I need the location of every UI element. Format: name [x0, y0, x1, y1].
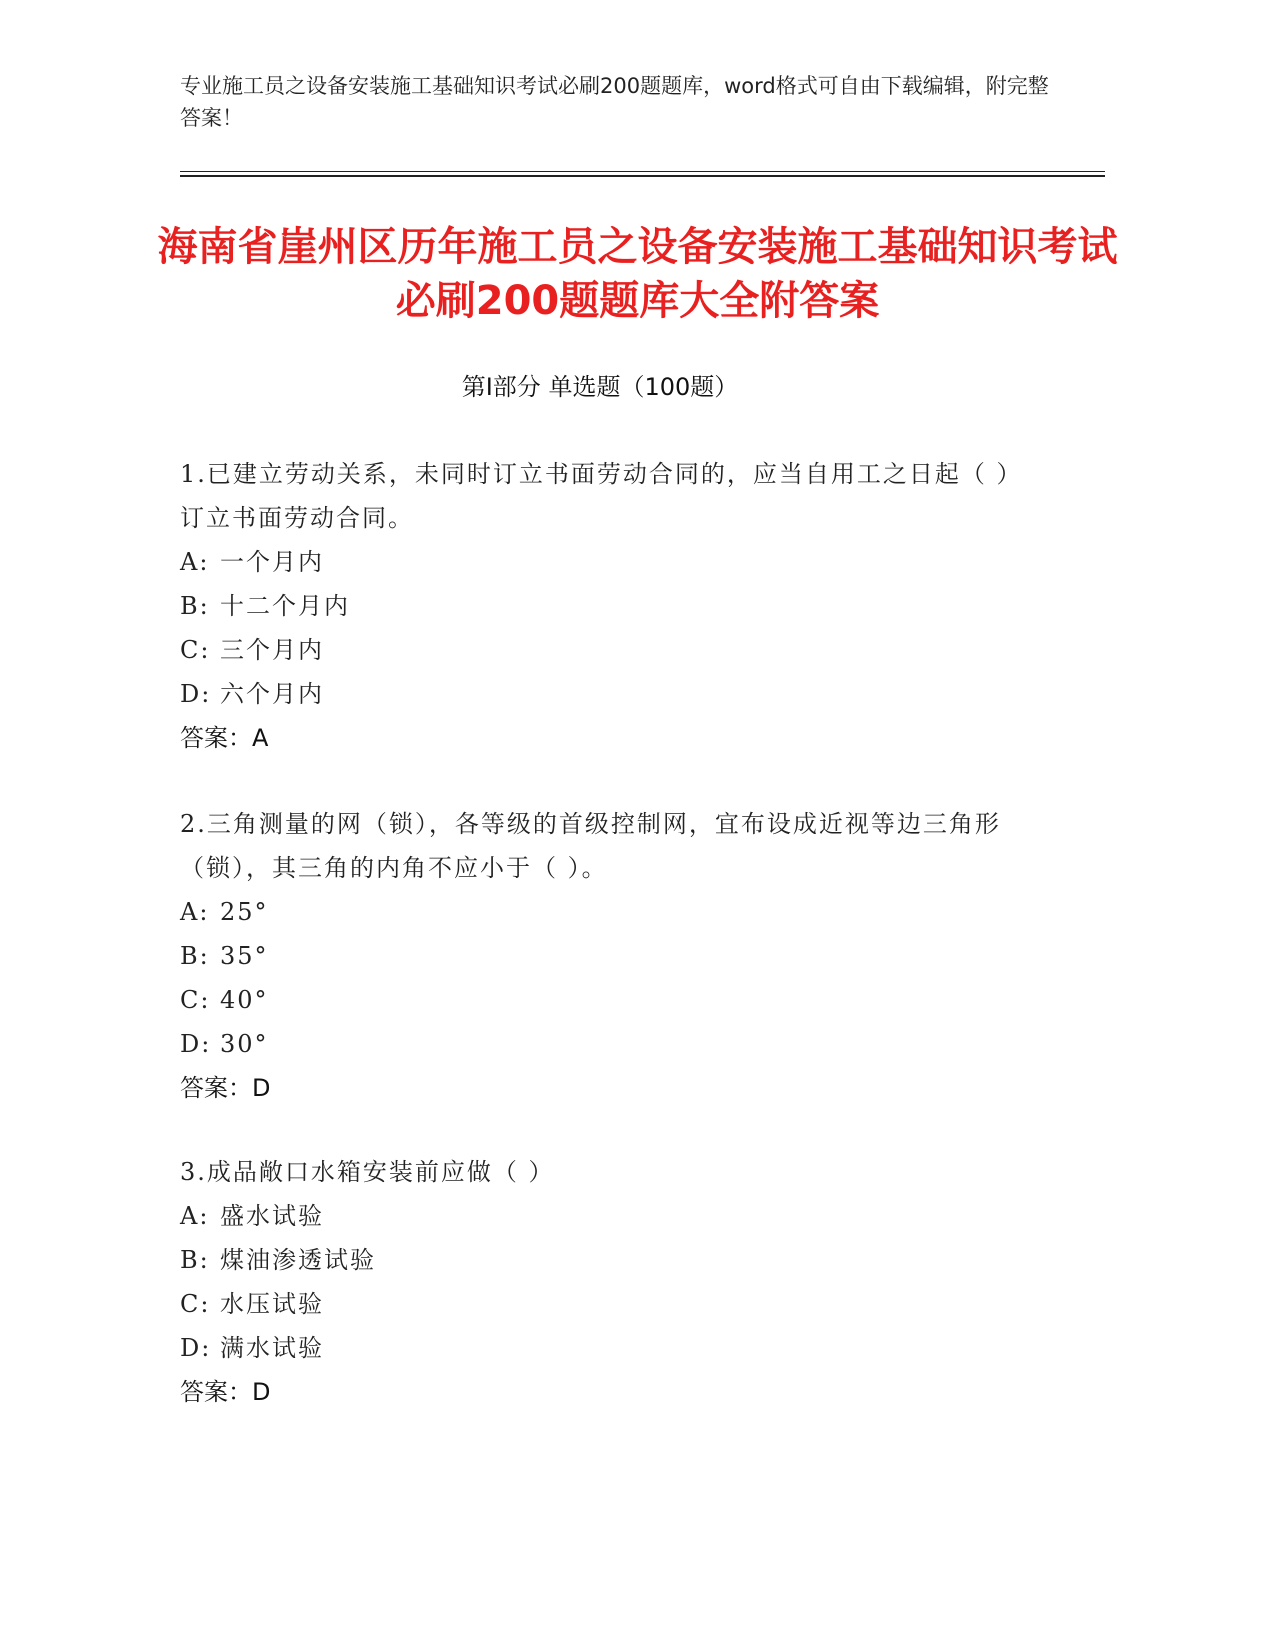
answer-line: 答案：D: [180, 1074, 271, 1102]
option-a: [180, 890, 1020, 934]
option-key: C:: [180, 1290, 211, 1318]
question-block: [180, 802, 1020, 1110]
question-block: [180, 452, 1020, 760]
option-b: [180, 584, 1020, 628]
section-title: 第Ⅰ部分 单选题（100题）: [461, 373, 739, 401]
header-divider-thick: [180, 175, 1105, 177]
option-d: [180, 672, 1020, 716]
option-a: [180, 1194, 1020, 1238]
option-key: D:: [180, 680, 212, 708]
option-b: [180, 1238, 1020, 1282]
option-c: [180, 628, 1020, 672]
option-c: [180, 1282, 1020, 1326]
option-b: [180, 934, 1020, 978]
option-text: 35°: [220, 942, 269, 970]
question-stem: 3.成品敞口水箱安装前应做（ ）: [180, 1158, 555, 1186]
header-divider-thin: [180, 171, 1105, 172]
answer-line: 答案：A: [180, 724, 269, 752]
option-key: B:: [180, 592, 210, 620]
question-stem: 1.已建立劳动关系，未同时订立书面劳动合同的，应当自用工之日起（ ）订立书面劳动合同。: [180, 460, 1011, 532]
option-key: C:: [180, 986, 211, 1014]
option-key: D:: [180, 1030, 212, 1058]
option-text: 三个月内: [220, 636, 324, 664]
option-a: [180, 540, 1020, 584]
option-d: [180, 1022, 1020, 1066]
option-text: 30°: [220, 1030, 269, 1058]
option-text: 一个月内: [220, 548, 324, 576]
question-stem: 2.三角测量的网（锁），各等级的首级控制网，宜布设成近视等边三角形（锁），其三角的内角不应小于（ ）。: [180, 810, 1001, 882]
option-text: 满水试验: [220, 1334, 324, 1362]
option-key: B:: [180, 942, 210, 970]
answer-line: 答案：D: [180, 1378, 271, 1406]
option-text: 水压试验: [220, 1290, 324, 1318]
option-key: B:: [180, 1246, 210, 1274]
option-key: C:: [180, 636, 211, 664]
option-text: 煤油渗透试验: [220, 1246, 376, 1274]
page-header-note: 专业施工员之设备安装施工基础知识考试必刷200题题库，word格式可自由下载编辑，附完整答案！: [180, 74, 1049, 130]
option-text: 40°: [220, 986, 269, 1014]
option-text: 25°: [220, 898, 269, 926]
option-d: [180, 1326, 1020, 1370]
option-text: 十二个月内: [220, 592, 350, 620]
option-key: A:: [180, 898, 210, 926]
question-block: [180, 1150, 1020, 1414]
option-key: A:: [180, 548, 210, 576]
document-title: 海南省崖州区历年施工员之设备安装施工基础知识考试必刷200题题库大全附答案: [157, 224, 1118, 324]
option-c: [180, 978, 1020, 1022]
option-text: 盛水试验: [220, 1202, 324, 1230]
option-key: D:: [180, 1334, 212, 1362]
option-key: A:: [180, 1202, 210, 1230]
option-text: 六个月内: [220, 680, 324, 708]
